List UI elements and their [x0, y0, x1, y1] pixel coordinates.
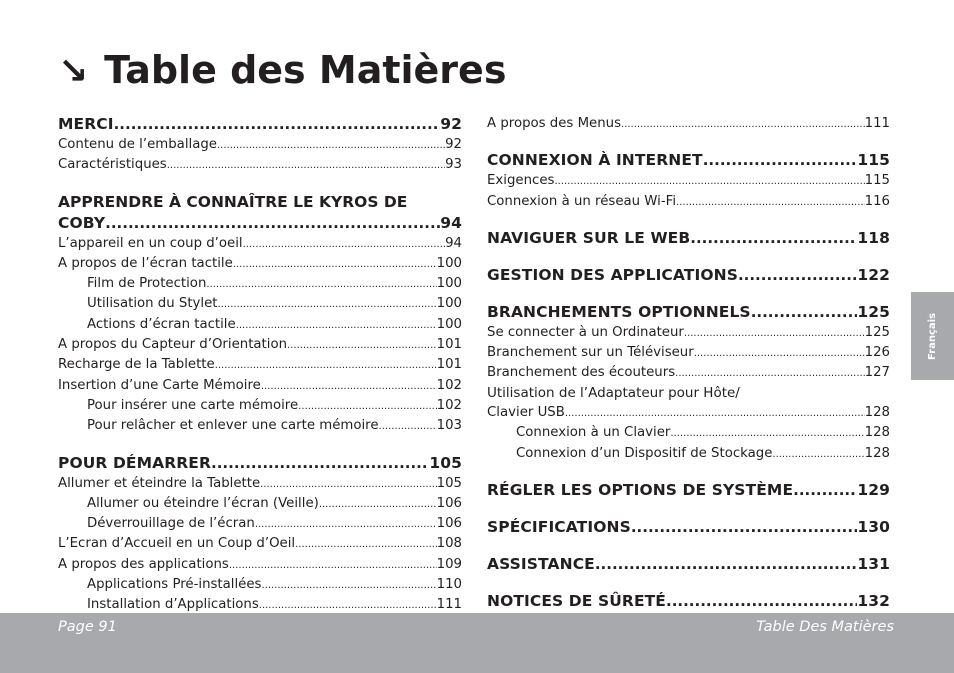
toc-item[interactable]: Branchement des écouteurs ..... 127: [487, 363, 890, 383]
toc-heading-naviguer[interactable]: NAVIGUER SUR LE WEB ..... 118: [487, 228, 890, 249]
toc-subitem[interactable]: Actions d’écran tactile ..... 100: [58, 315, 462, 335]
footer-page-number: Page 91: [58, 619, 117, 635]
toc-item[interactable]: Clavier USB ..... 128: [487, 403, 890, 423]
toc-heading-apprendre-line1[interactable]: APPRENDRE À CONNAÎTRE LE KYROS DE: [58, 192, 408, 211]
toc-heading-merci[interactable]: MERCI ..... 92: [58, 114, 462, 135]
toc-heading-demarrer[interactable]: POUR DÉMARRER ..... 105: [58, 453, 462, 474]
toc-heading-apprendre[interactable]: COBY ..... 94: [58, 213, 462, 234]
page-footer: [0, 613, 954, 673]
toc-subitem[interactable]: Connexion à un Clavier ..... 128: [487, 423, 890, 443]
language-tab: [911, 292, 954, 380]
toc-subitem[interactable]: Film de Protection ..... 100: [58, 274, 462, 294]
toc-item[interactable]: Connexion à un réseau Wi-Fi ..... 116: [487, 192, 890, 212]
page-title-text: Table des Matières: [104, 48, 507, 92]
language-tab-label: Français: [927, 312, 939, 360]
toc-item[interactable]: A propos des applications ..... 109: [58, 555, 462, 575]
toc-item[interactable]: L’appareil en un coup d’oeil ..... 94: [58, 234, 462, 254]
toc-heading-gestion[interactable]: GESTION DES APPLICATIONS ..... 122: [487, 265, 890, 286]
arrow-down-right-icon: ↘: [58, 51, 89, 92]
toc-item[interactable]: Allumer et éteindre la Tablette ..... 105: [58, 474, 462, 494]
toc-item[interactable]: Insertion d’une Carte Mémoire ..... 102: [58, 376, 462, 396]
toc-subitem[interactable]: Pour insérer une carte mémoire ..... 102: [58, 396, 462, 416]
toc-subitem[interactable]: Installation d’Applications ..... 111: [58, 595, 462, 615]
toc-subitem[interactable]: Allumer ou éteindre l’écran (Veille) ..... 106: [58, 494, 462, 514]
toc-item[interactable]: Recharge de la Tablette ..... 101: [58, 355, 462, 375]
toc-heading-specs[interactable]: SPÉCIFICATIONS ..... 130: [487, 517, 890, 538]
toc-item[interactable]: Exigences ..... 115: [487, 171, 890, 191]
toc-item-adaptateur-line1[interactable]: Utilisation de l’Adaptateur pour Hôte/: [487, 384, 740, 401]
toc-item[interactable]: Contenu de l’emballage ..... 92: [58, 135, 462, 155]
footer-section-title: Table Des Matières: [756, 619, 894, 635]
toc-item[interactable]: A propos du Capteur d’Orientation ..... 101: [58, 335, 462, 355]
toc-heading-branchements[interactable]: BRANCHEMENTS OPTIONNELS ..... 125: [487, 302, 890, 323]
toc-subitem[interactable]: Connexion d’un Dispositif de Stockage ..... 128: [487, 444, 890, 464]
toc-left-column: [58, 114, 462, 616]
toc-heading-connexion[interactable]: CONNEXION À INTERNET ..... 115: [487, 150, 890, 171]
toc-subitem[interactable]: Utilisation du Stylet ..... 100: [58, 294, 462, 314]
toc-item[interactable]: A propos de l’écran tactile ..... 100: [58, 254, 462, 274]
toc-heading-assistance[interactable]: ASSISTANCE ..... 131: [487, 554, 890, 575]
toc-item[interactable]: Se connecter à un Ordinateur ..... 125: [487, 323, 890, 343]
toc-subitem[interactable]: Applications Pré-installées ..... 110: [58, 575, 462, 595]
toc-item[interactable]: Branchement sur un Téléviseur ..... 126: [487, 343, 890, 363]
page-title: [58, 48, 506, 92]
toc-item[interactable]: L’Ecran d’Accueil en un Coup d’Oeil ..... 108: [58, 534, 462, 554]
toc-item[interactable]: A propos des Menus ..... 111: [487, 114, 890, 134]
toc-heading-notices[interactable]: NOTICES DE SÛRETÉ ..... 132: [487, 591, 890, 612]
toc-heading-regler[interactable]: RÉGLER LES OPTIONS DE SYSTÈME ..... 129: [487, 480, 890, 501]
toc-right-column: [487, 114, 890, 612]
toc-subitem[interactable]: Pour relâcher et enlever une carte mémoire ..... 103: [58, 416, 462, 436]
toc-subitem[interactable]: Déverrouillage de l’écran ..... 106: [58, 514, 462, 534]
toc-item[interactable]: Caractéristiques ..... 93: [58, 155, 462, 175]
